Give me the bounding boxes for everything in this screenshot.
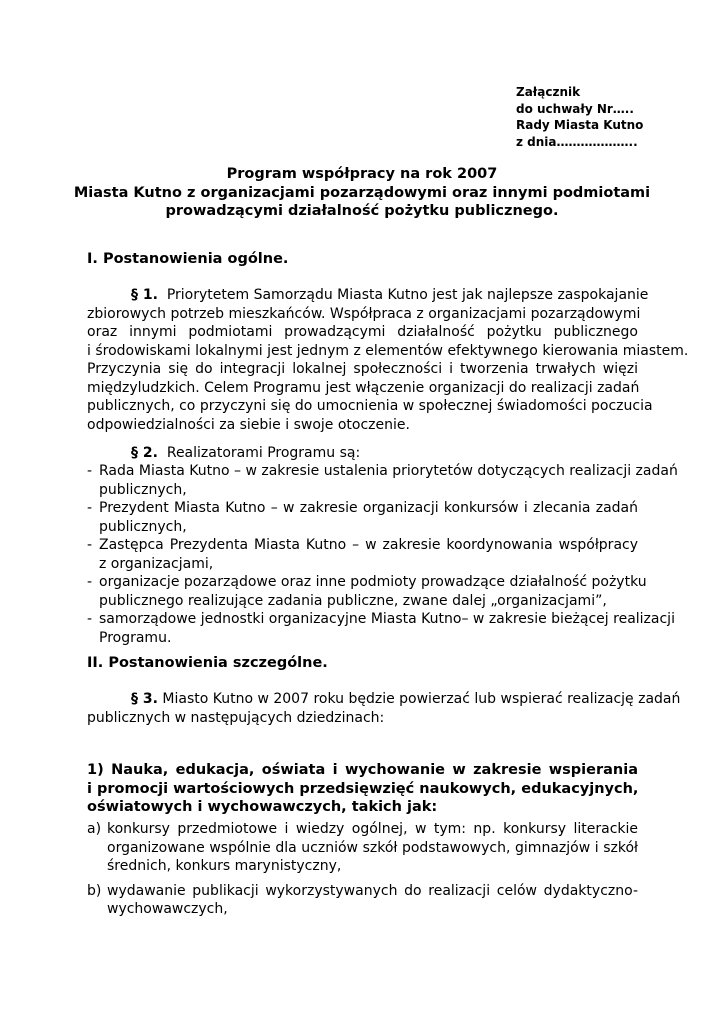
education-items-list [87,820,638,925]
annex-note [516,84,643,150]
annex-line: Załącznik [516,85,581,99]
title-line: prowadzącymi działalność pożytku publicznego. [165,203,559,219]
paragraph-3: § 3. Miasto Kutno w 2007 roku będzie powierzać lub wspierać realizację zadań publicznych w następujących dziedzinach: [87,691,681,726]
dash-bullet: - [87,500,93,516]
section-heading-general: I. Postanowienia ogólne. [87,251,289,267]
paragraph-line: międzyludzkich. Celem Programu jest włączenie organizacji do realizacji zadań [87,379,640,396]
list-item: - organizacje pozarządowe oraz inne podmioty prowadzące działalność pożytku publicznego realizujące zadania publiczne, zwane dalej „organizacjami”, [87,574,647,609]
list-item: - samorządowe jednostki organizacyjne Miasta Kutno– w zakresie bieżącej realizacji Programu. [87,611,675,646]
paragraph-2-intro: § 2. Realizatorami Programu są: [131,445,361,461]
item-label: a) [87,821,102,837]
section-sign: § 1. [131,287,158,303]
implementers-list [87,462,678,647]
paragraph-line: publicznych w następujących dziedzinach: [87,709,385,726]
item-label: b) [87,882,102,899]
title-line: Miasta Kutno z organizacjami pozarządowymi oraz innymi podmiotami [73,184,651,201]
section-heading-specific: II. Postanowienia szczególne. [87,655,328,671]
paragraph-line: publicznych, co przyczyni się do umocnienia w społecznej świadomości poczucia [87,398,653,414]
paragraph-line: zbiorowych potrzeb mieszkańców. Współpraca z organizacjami pozarządowymi [87,305,641,322]
list-item: - Zastępca Prezydenta Miasta Kutno – w zakresie koordynowania współpracy z organizacjami, [87,537,638,572]
paragraph-line: oraz innymi podmiotami prowadzącymi działalność pożytku publicznego [87,324,638,340]
dash-bullet: - [87,574,93,590]
annex-line: z dnia……………….. [516,134,638,149]
paragraph-line: odpowiedzialności za siebie i swoje otoczenie. [87,416,410,433]
list-item: - Prezydent Miasta Kutno – w zakresie organizacji konkursów i zlecania zadań publicznych, [87,500,638,535]
dash-bullet: - [87,611,93,627]
paragraph-line: § 1. Priorytetem Samorządu Miasta Kutno jest jak najlepsze zaspokajanie [131,287,649,303]
paragraph-1 [87,286,689,434]
section-sign: § 3. [131,691,158,707]
title-line: Program współpracy na rok 2007 [226,166,498,182]
document-title [60,165,664,221]
list-item: b) wydawanie publikacji wykorzystywanych do realizacji celów dydaktyczno- wychowawczych, [87,882,638,917]
annex-line: Rady Miasta Kutno [516,118,644,132]
dash-bullet: - [87,463,93,479]
annex-line: do uchwały Nr….. [516,101,634,116]
paragraph-line: i środowiskami lokalnymi jest jednym z elementów efektywnego kierowania miastem. [87,342,689,359]
dash-bullet: - [87,537,93,553]
paragraph-line: Przyczynia się do integracji lokalnej społeczności i tworzenia trwałych więzi [87,361,638,377]
area-heading-education: 1) Nauka, edukacja, oświata i wychowanie w zakresie wspierania i promocji wartościowych przedsięwzięć naukowych, edukacyjnych, oświatowych i wychowawczych, takich jak: [87,762,639,815]
section-sign: § 2. [131,445,158,461]
list-item: a) konkursy przedmiotowe i wiedzy ogólnej, w tym: np. konkursy literackie organizowane wspólnie dla uczniów szkół podstawowych, gimnazjów i szkół średnich, konkurs marynistyczny, [87,821,638,874]
list-item: - Rada Miasta Kutno – w zakresie ustalenia priorytetów dotyczących realizacji zadań publicznych, [87,463,678,498]
